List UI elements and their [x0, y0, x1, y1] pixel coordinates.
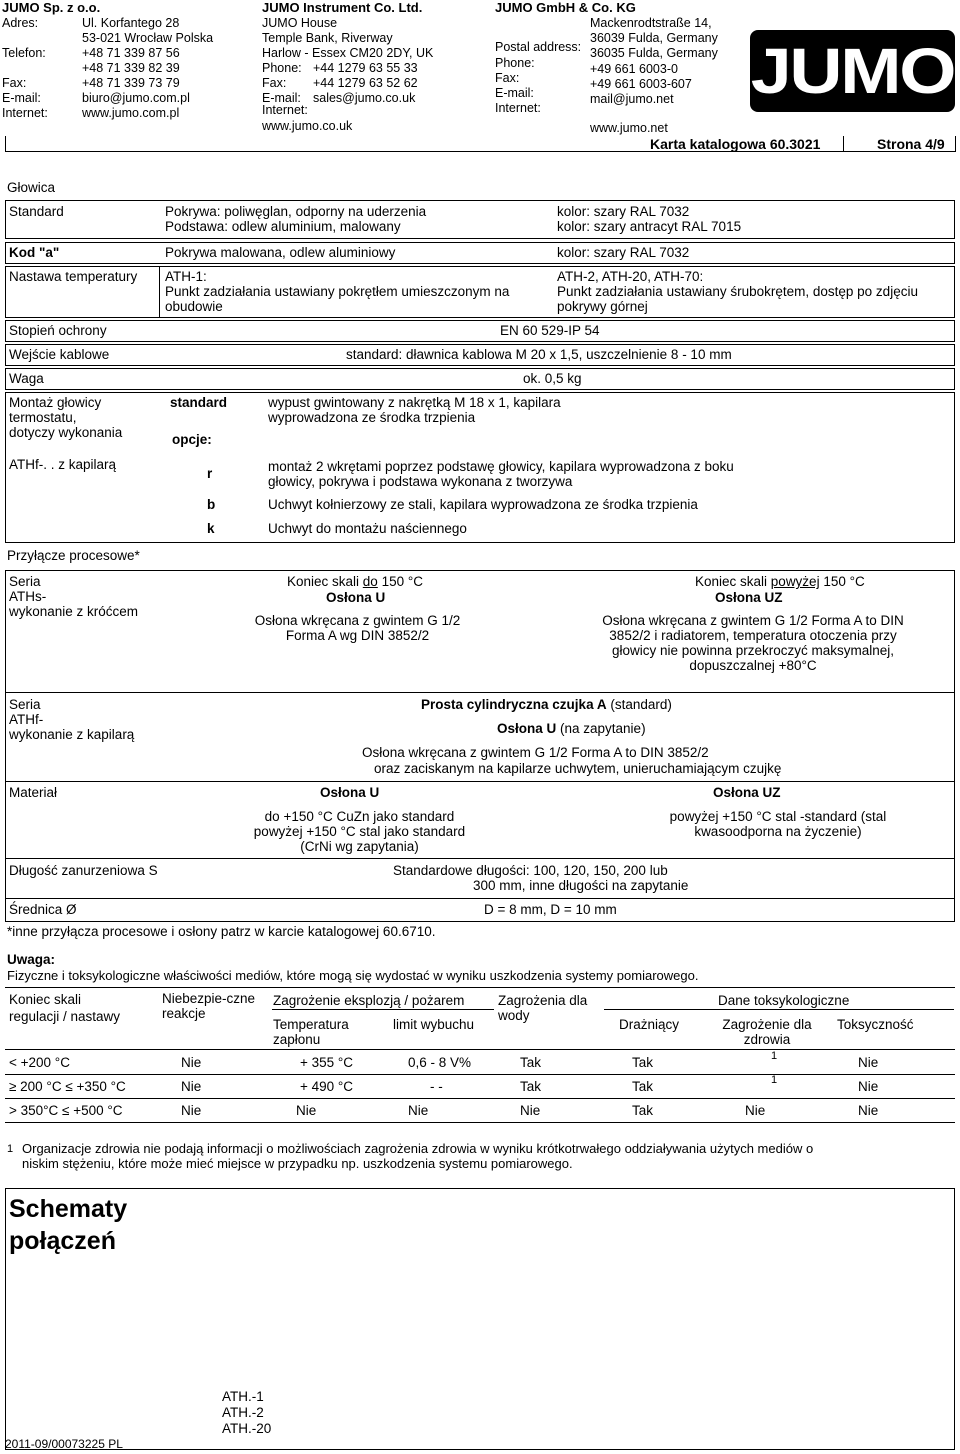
nastawa-ath1: ATH-1:	[165, 269, 207, 284]
material-u-text: do +150 °C CuZn jako standard powyżej +150 °C stal jako standard (CrNi wg zapytania)	[253, 809, 466, 854]
company-pl-value: 53-021 Wrocław Polska	[82, 31, 214, 45]
cell-water: Tak	[520, 1079, 542, 1094]
montaz-option-k-text: Uchwyt do montażu naściennego	[268, 521, 467, 536]
th-dangerous-reactions: Niebezpie-czne reakcje	[162, 991, 256, 1021]
company-uk-email-label: E-mail:	[262, 91, 301, 105]
process-footnote: *inne przyłącza procesowe i osłony patrz w karcie katalogowej 60.6710.	[7, 924, 436, 939]
standard-base-color: kolor: szary antracyt RAL 7015	[557, 219, 742, 234]
row-divider	[159, 266, 160, 318]
cell-reactions: Nie	[181, 1103, 202, 1118]
wiring-label: ATH.-1	[222, 1389, 264, 1404]
company-uk-internet-label: Internet:	[262, 103, 308, 117]
health-footnote-text: Organizacje zdrowia nie podają informacji o możliwościach zagrożenia zdrowia w wyniku krótkotrwałego oddziaływania użytych mediów o niskim stężeniu, które może mieć miejsce w przypadku np. uszkodzenia systemu pomiarowego.	[22, 1141, 814, 1171]
company-uk-fax-label: Fax:	[262, 76, 287, 90]
company-de-address-line: 36035 Fulda, Germany	[590, 46, 718, 60]
company-pl-name: JUMO Sp. z o.o.	[2, 0, 101, 15]
right-sheath-uz: Osłona UZ	[715, 590, 783, 605]
cell-water: Tak	[520, 1055, 542, 1070]
montaz-option-r-text: montaż 2 wkrętami poprzez podstawę głowicy, kapilara wyprowadzona z boku głowicy, pokrywa i podstawa wykonana z tworzywa	[268, 459, 734, 489]
length-text-2: 300 mm, inne długości na zapytanie	[473, 878, 689, 893]
wiring-label: ATH.-20	[222, 1421, 272, 1436]
waga-value: ok. 0,5 kg	[523, 371, 582, 386]
company-de-email: mail@jumo.net	[590, 92, 674, 106]
row-label-stopien: Stopień ochrony	[9, 323, 107, 338]
diameter-text: D = 8 mm, D = 10 mm	[484, 902, 617, 917]
catalog-sheet: Karta katalogowa 60.3021	[650, 136, 821, 152]
left-sheath-u: Osłona U	[326, 590, 386, 605]
row-divider	[5, 858, 955, 859]
section-title-head: Głowica	[7, 180, 56, 195]
company-pl-label: Telefon:	[2, 46, 46, 60]
row-label-wejscie: Wejście kablowe	[9, 347, 110, 362]
th-water-hazard: Zagrożenia dla wody	[498, 993, 588, 1023]
wejscie-value: standard: dławnica kablowa M 20 x 1,5, uszczelnienie 8 - 10 mm	[346, 347, 732, 362]
kod-a-text: Pokrywa malowana, odlew aluminiowy	[165, 245, 396, 260]
cell-health: Nie	[745, 1103, 766, 1118]
company-pl-value: www.jumo.com.pl	[82, 106, 180, 120]
company-de-fax: +49 661 6003-607	[590, 77, 692, 91]
cell-range: > 350°C ≤ +500 °C	[9, 1103, 123, 1118]
row-label-kod-a: Kod "a"	[9, 245, 60, 260]
row-waga	[5, 368, 955, 390]
series-ths-sub: wykonanie z króćcem	[9, 604, 139, 619]
company-uk-fax: +44 1279 63 52 62	[313, 76, 418, 90]
material-sheath-uz: Osłona UZ	[713, 785, 781, 800]
company-uk-address-line: JUMO House	[262, 16, 338, 30]
company-pl-value: biuro@jumo.com.pl	[82, 91, 190, 105]
cell-toxicity: Nie	[858, 1103, 879, 1118]
cell-limit: 0,6 - 8 V%	[408, 1055, 472, 1070]
company-pl-label: Fax:	[2, 76, 27, 90]
cell-limit: Nie	[408, 1103, 429, 1118]
jumo-logo	[750, 30, 955, 112]
row-label-nastawa: Nastawa temperatury	[9, 269, 138, 284]
company-pl-value: +48 71 339 82 39	[82, 61, 180, 75]
note-title: Uwaga:	[7, 952, 56, 967]
wiring-label: ATH.-2	[222, 1405, 264, 1420]
company-uk-phone-label: Phone:	[262, 61, 302, 75]
stopien-value: EN 60 529-IP 54	[500, 323, 600, 338]
company-de-phone: +49 661 6003-0	[590, 62, 678, 76]
company-pl-value: +48 71 339 87 56	[82, 46, 180, 60]
th-group-underline	[272, 1009, 494, 1010]
th-group-underline	[604, 1009, 954, 1010]
company-uk-email: sales@jumo.co.uk	[313, 91, 416, 105]
row-stopien	[5, 320, 955, 342]
th-toxicity: Toksyczność	[837, 1017, 914, 1032]
th-scale-end: Koniec skali regulacji / nastawy	[9, 992, 121, 1024]
row-label-waga: Waga	[9, 371, 44, 386]
company-de-postal-label: Postal address:	[495, 40, 582, 54]
company-de-email-label: E-mail:	[495, 86, 534, 100]
company-de-fax-label: Fax:	[495, 71, 520, 85]
cell-range: ≥ 200 °C ≤ +350 °C	[9, 1079, 126, 1094]
company-de-address-line: 36039 Fulda, Germany	[590, 31, 718, 45]
company-de-name: JUMO GmbH & Co. KG	[495, 0, 636, 15]
note-text: Fizyczne i toksykologiczne właściwości mediów, które mogą się wydostać w wyniku uszkodzenia systemy pomiarowego.	[7, 968, 699, 983]
table-top-border	[5, 987, 955, 988]
series-ths-label: Seria	[9, 574, 41, 589]
cell-health: 1	[771, 1050, 778, 1062]
cell-irritant: Tak	[632, 1103, 654, 1118]
length-text: Standardowe długości: 100, 120, 150, 200 lub	[393, 863, 668, 878]
th-irritant: Drażniący	[619, 1017, 680, 1032]
montaz-option-r: r	[207, 466, 213, 481]
page-number: Strona 4/9	[877, 136, 945, 152]
cell-irritant: Tak	[632, 1055, 654, 1070]
cell-reactions: Nie	[181, 1055, 202, 1070]
table-row-border	[5, 1098, 955, 1099]
material-sheath-u: Osłona U	[320, 785, 380, 800]
table-header-bottom	[5, 1049, 955, 1050]
material-label: Materiał	[9, 785, 58, 800]
header-divider-tick	[5, 136, 6, 152]
series-thf-sub: wykonanie z kapilarą	[9, 727, 135, 742]
capillary-sheath-text: Osłona wkręcana z gwintem G 1/2 Forma A to DIN 3852/2	[362, 745, 709, 760]
left-sheath-text: Osłona wkręcana z gwintem G 1/2 Forma A wg DIN 3852/2	[254, 613, 461, 643]
montaz-option-k: k	[207, 521, 215, 536]
logo-text: JUMO	[750, 35, 955, 107]
section-title-process: Przyłącze procesowe*	[7, 548, 140, 563]
standard-cover: Pokrywa: poliwęglan, odporny na uderzenia	[165, 204, 427, 219]
cell-toxicity: Nie	[858, 1079, 879, 1094]
th-explosion-limit: limit wybuchu	[393, 1017, 475, 1032]
wiring-diagrams-title: Schematy połączeń	[9, 1195, 128, 1255]
cell-toxicity: Nie	[858, 1055, 879, 1070]
diameter-label: Średnica Ø	[9, 902, 77, 917]
company-de-phone-label: Phone:	[495, 56, 535, 70]
standard-base: Podstawa: odlew aluminium, malowany	[165, 219, 401, 234]
cell-health: 1	[771, 1074, 778, 1086]
company-pl-value: Ul. Korfantego 28	[82, 16, 180, 30]
company-uk-phone: +44 1279 63 55 33	[313, 61, 418, 75]
length-label: Długość zanurzeniowa S	[9, 863, 158, 878]
row-divider	[5, 898, 955, 899]
sensor-straight: Prosta cylindryczna czujka A (standard)	[421, 697, 672, 712]
cell-limit: - -	[430, 1079, 443, 1094]
company-uk-name: JUMO Instrument Co. Ltd.	[262, 0, 423, 15]
row-standard	[5, 200, 955, 239]
cell-water: Nie	[520, 1103, 541, 1118]
left-scale-heading: Koniec skali do 150 °C	[287, 574, 424, 589]
row-label-montaz: Montaż głowicy termostatu, dotyczy wykonania	[9, 395, 123, 440]
row-kod-a	[5, 242, 955, 264]
kod-a-color: kolor: szary RAL 7032	[557, 245, 690, 260]
company-de-internet-label: Internet:	[495, 101, 541, 115]
material-uz-text: powyżej +150 °C stal -standard (stal kwasoodporna na życzenie)	[669, 809, 887, 839]
montaz-options-label: opcje:	[172, 432, 212, 447]
header-divider-tick	[843, 136, 844, 152]
montaz-option-b: b	[207, 497, 216, 512]
series-thf-label: Seria	[9, 697, 41, 712]
nastawa-ath2-text: Punkt zadziałania ustawiany śrubokrętem, dostęp po zdjęciu pokrywy górnej	[557, 284, 918, 314]
company-pl-label: E-mail:	[2, 91, 41, 105]
cell-range: < +200 °C	[9, 1055, 70, 1070]
nastawa-ath1-text: Punkt zadziałania ustawiany pokrętłem umieszczonym na obudowie	[165, 284, 510, 314]
company-de-address-line: Mackenrodtstraße 14,	[590, 16, 712, 30]
table-row-border	[5, 1074, 955, 1075]
row-label-standard: Standard	[9, 204, 64, 219]
right-sheath-text: Osłona wkręcana z gwintem G 1/2 Forma A to DIN 3852/2 i radiatorem, temperatura otoczenia przy głowicy nie powinna przekroczyć maksymalnej, dopuszczalnej +80°C	[602, 613, 904, 673]
header-divider-tick	[955, 136, 956, 152]
series-thf-code: ATHf-	[9, 712, 44, 727]
cell-ignition: Nie	[296, 1103, 317, 1118]
company-pl-label: Adres:	[2, 16, 39, 30]
row-label-montaz-ath: ATHf-. . z kapilarą	[9, 457, 117, 472]
table-bottom-border	[5, 1122, 955, 1123]
company-uk-internet: www.jumo.co.uk	[262, 119, 353, 133]
montaz-standard-text: wypust gwintowany z nakrętką M 18 x 1, kapilara wyprowadzona ze środka trzpienia	[268, 395, 561, 425]
nastawa-ath2: ATH-2, ATH-20, ATH-70:	[557, 269, 704, 284]
sheath-u-on-request: Osłona U (na zapytanie)	[497, 721, 646, 736]
cell-ignition: + 490 °C	[300, 1079, 354, 1094]
th-health-hazard: Zagrożenie dla zdrowia	[722, 1017, 812, 1047]
montaz-option-b-text: Uchwyt kołnierzowy ze stali, kapilara wyprowadzona ze środka trzpienia	[268, 497, 698, 512]
company-pl-label: Internet:	[2, 106, 48, 120]
health-footnote-number: 1	[7, 1143, 14, 1155]
company-uk-address-line: Temple Bank, Riverway	[262, 31, 393, 45]
row-divider	[5, 781, 955, 782]
montaz-standard-label: standard	[170, 395, 228, 410]
th-ignition-temperature: Temperatura zapłonu	[273, 1017, 349, 1047]
document-code: 2011-09/00073225 PL	[5, 1437, 123, 1451]
right-scale-heading: Koniec skali powyżej 150 °C	[695, 574, 865, 589]
standard-cover-color: kolor: szary RAL 7032	[557, 204, 690, 219]
company-de-internet: www.jumo.net	[590, 121, 668, 135]
cell-irritant: Tak	[632, 1079, 654, 1094]
row-divider	[5, 692, 955, 693]
series-ths-code: ATHs-	[9, 589, 47, 604]
capillary-sheath-text-2: oraz zaciskanym na kapilarze uchwytem, unieruchamiającym czujkę	[374, 761, 782, 776]
th-explosion-fire: Zagrożenie eksplozją / pożarem	[273, 993, 465, 1008]
company-uk-address-line: Harlow - Essex CM20 2DY, UK	[262, 46, 434, 60]
cell-reactions: Nie	[181, 1079, 202, 1094]
cell-ignition: + 355 °C	[300, 1055, 354, 1070]
th-toxicological-data: Dane toksykologiczne	[718, 993, 850, 1008]
company-pl-value: +48 71 339 73 79	[82, 76, 180, 90]
